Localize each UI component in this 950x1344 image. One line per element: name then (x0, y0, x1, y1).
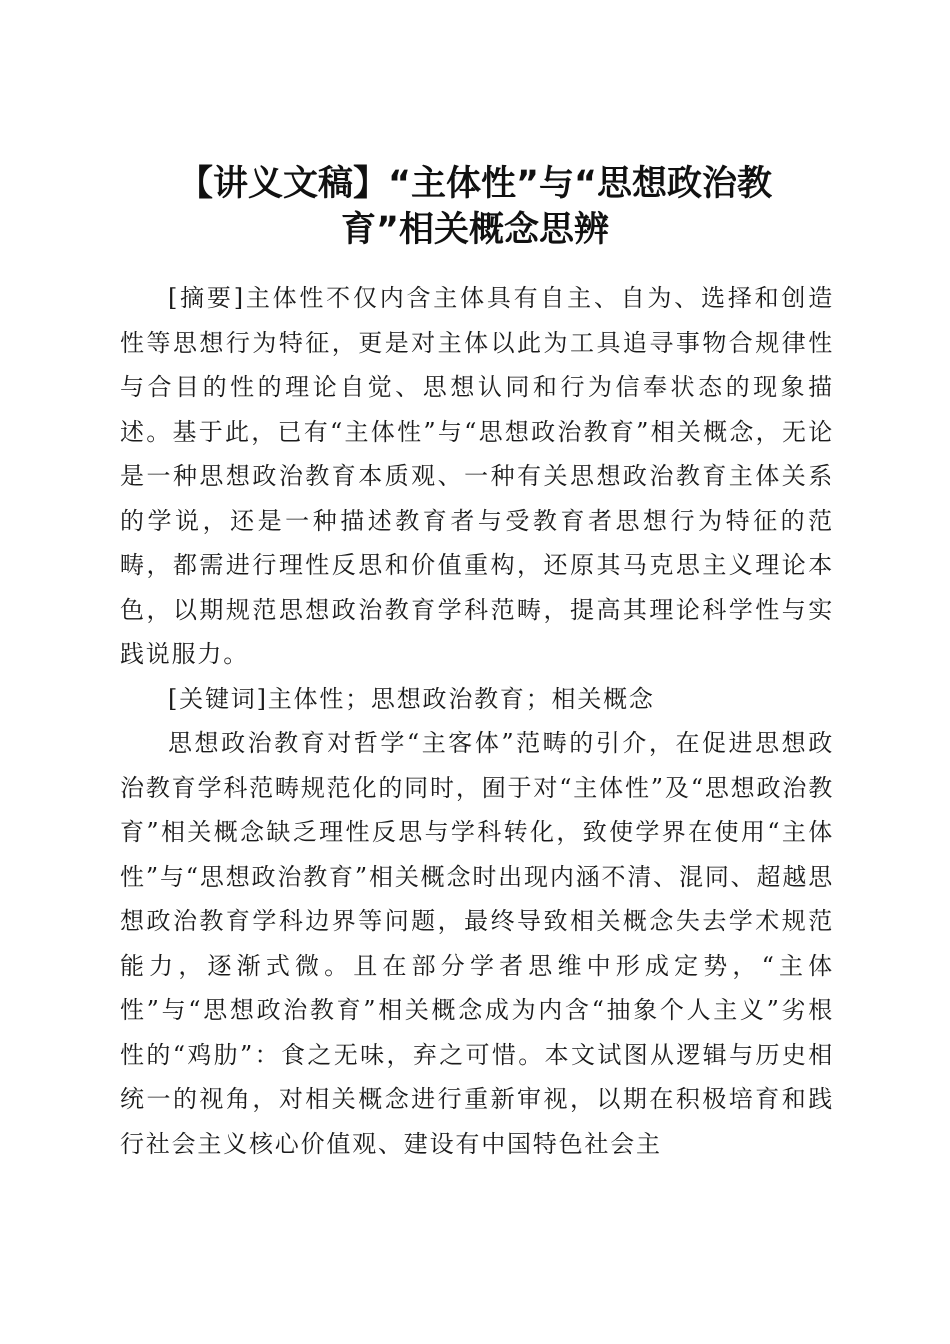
document-title (100, 161, 850, 253)
abstract-paragraph: [摘要]主体性不仅内含主体具有自主、自为、选择和创造性等思想行为特征，更是对主体以此为工具追寻事物合规律性与合目的性的理论自觉、思想认同和行为信奉状态的现象描述。基于此，已有“主体性”与“思想政治教育”相关概念，无论是一种思想政治教育本质观、一种有关思想政治教育主体关系的学说，还是一种描述教育者与受教育者思想行为特征的范畴，都需进行理性反思和价值重构，还原其马克思主义理论本色，以期规范思想政治教育学科范畴，提高其理论科学性与实践说服力。 (120, 284, 834, 668)
title-line-1: 【讲义文稿】“主体性”与“思想政治教 (177, 164, 772, 205)
intro-paragraph: 思想政治教育对哲学“主客体”范畴的引介，在促进思想政治教育学科范畴规范化的同时，囿于对“主体性”及“思想政治教育”相关概念缺乏理性反思与学科转化，致使学界在使用“主体性”与“思想政治教育”相关概念时出现内涵不清、混同、超越思想政治教育学科边界等问题，最终导致相关概念失去学术规范能力，逐渐式微。且在部分学者思维中形成定势，“主体性”与“思想政治教育”相关概念成为内含“抽象个人主义”劣根性的“鸡肋”：食之无味，弃之可惜。本文试图从逻辑与历史相统一的视角，对相关概念进行重新审视，以期在积极培育和践行社会主义核心价值观、建设有中国特色社会主 (120, 729, 834, 1158)
title-line-2: 育”相关概念思辨 (340, 210, 609, 251)
keywords-paragraph: [关键词]主体性；思想政治教育；相关概念 (168, 684, 655, 713)
document-body (120, 276, 834, 1166)
